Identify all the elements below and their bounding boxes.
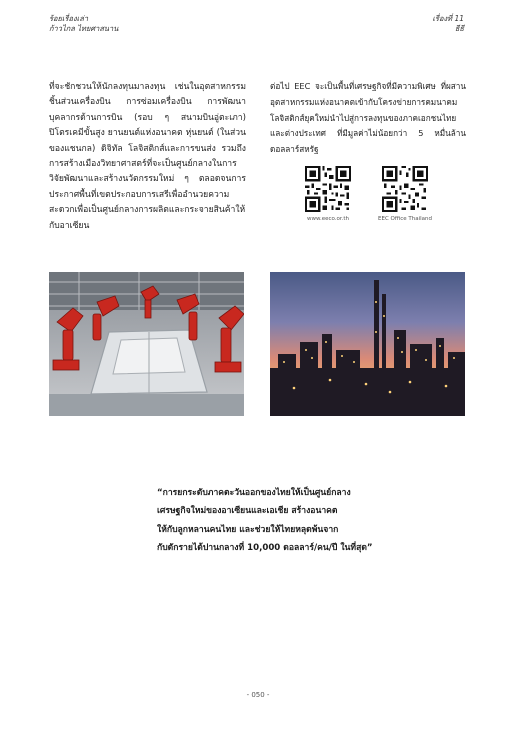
header-story-sub: ธีธี — [454, 24, 464, 33]
page-number: - 050 - — [246, 691, 270, 699]
qr-caption-social: EEC Office Thailand — [378, 216, 432, 222]
factory-robot-photo — [49, 272, 244, 416]
pull-quote — [157, 484, 377, 557]
left-column-paragraph: ที่จะชักชวนให้นักลงทุนมาลงทุน เช่นในอุตสาหกรรมชิ้นส่วนเครื่องบิน การซ่อมเครื่องบิน การพัฒนาบุคลากรด้านการบิน (รอบ ๆ สนามบินอู่ตะเภา) ปิโตรเคมีขั้นสูง ยานยนต์แห่งอนาคต หุ่นยนต์ (ในส่วนของแชนกล) ดิจิทัล โลจิสติกส์และการขนส่ง รวมถึง การสร้างเมืองวิทยาศาสตร์ที่จะเป็นศูนย์กลางในการวิจัยพัฒนาและสร้างนวัตกรรมใหม่ ๆ ตลอดจนการประกาศพื้นที่เขตประกอบการเสรีเพื่ออำนวยความสะดวกเพื่อเป็นศูนย์กลางการผลิตและกระจายสินค้าให้กับอาเซียน — [49, 82, 246, 231]
qr-code-website[interactable] — [305, 166, 351, 212]
quote-line: เศรษฐกิจใหม่ของอาเซียนและเอเชีย สร้างอนาคต — [157, 506, 338, 517]
header-story-number — [432, 14, 464, 34]
qr-caption-website: www.eeco.or.th — [306, 216, 350, 222]
header-book-title — [49, 14, 118, 34]
qr-code-social[interactable] — [382, 166, 428, 212]
right-column-paragraph: ต่อไป EEC จะเป็นพื้นที่เศรษฐกิจที่มีความพิเศษ ที่ผสานอุตสาหกรรมแห่งอนาคตเข้ากับโครงข่ายการคมนาคม โลจิสติกส์ยุคใหม่นำไปสู่การลงทุนของภาคเอกชนไทยและต่างประเทศ ที่มีมูลค่าไม่น้อยกว่า 5 หมื่นล้านดอลลาร์สหรัฐ — [270, 81, 466, 155]
refinery-dusk-photo — [270, 272, 465, 416]
quote-line: “การยกระดับภาคตะวันออกของไทยให้เป็นศูนย์กลาง — [157, 488, 351, 498]
header-series-title: ร้อยเรื่องเล่า — [49, 14, 89, 23]
quote-line: กับดักรายได้ปานกลางที่ 10,000 ดอลลาร์/คน/ปี ในที่สุด” — [157, 542, 373, 553]
header-subtitle: ก้าวไกล ไทยศาสนาน — [49, 24, 119, 33]
header-story-label: เรื่องที่ 11 — [432, 14, 464, 23]
quote-line: ให้กับลูกหลานคนไทย และช่วยให้ไทยหลุดพ้นจาก — [157, 524, 339, 535]
